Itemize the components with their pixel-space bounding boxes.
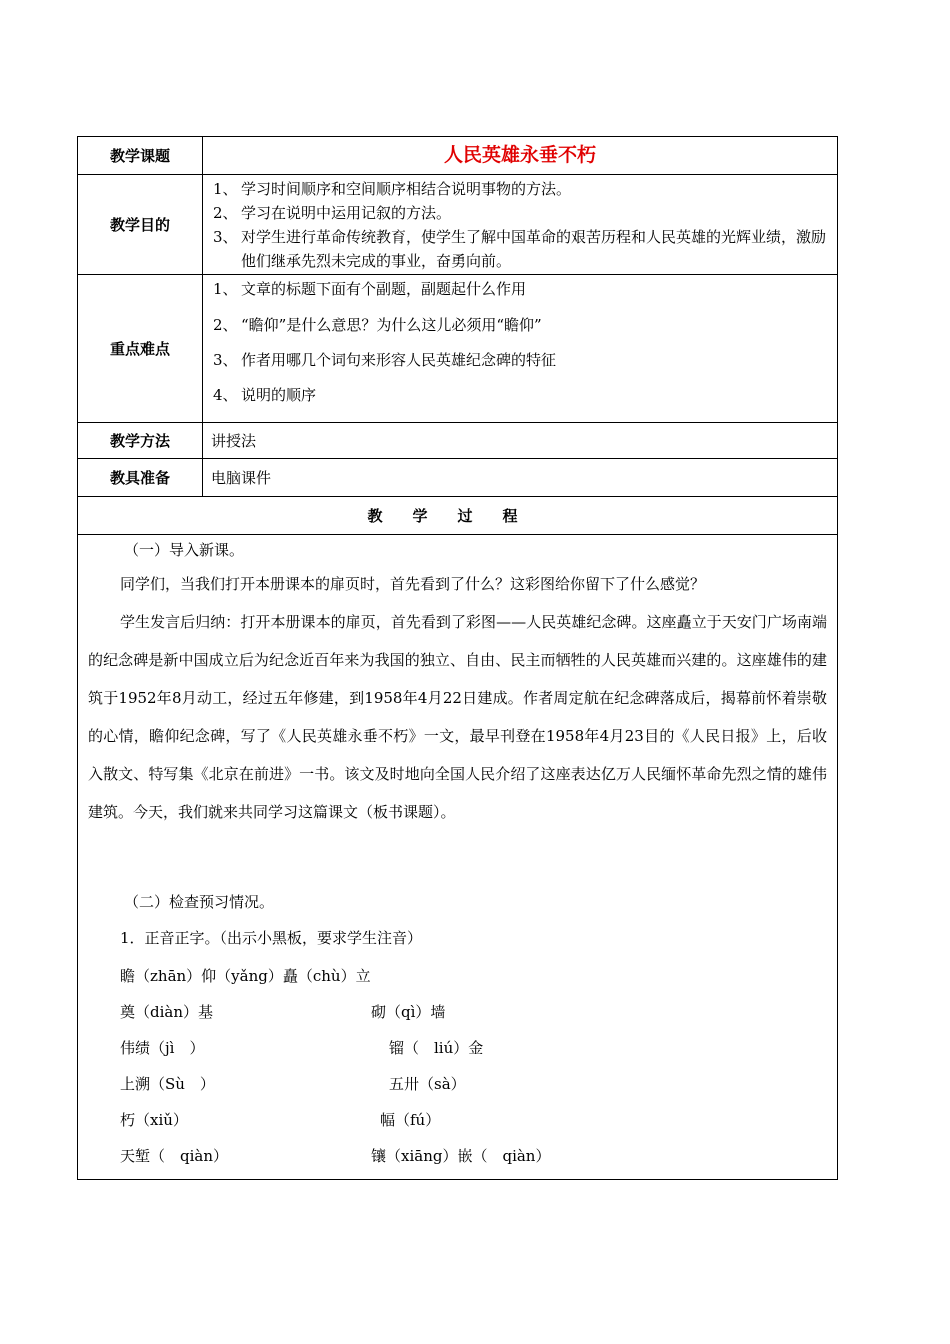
paragraph: 同学们，当我们打开本册课本的扉页时，首先看到了什么？这彩图给你留下了什么感觉？ (120, 575, 706, 593)
objectives-row (78, 175, 837, 275)
objective-item: 2、 学习在说明中运用记叙的方法。 (213, 204, 452, 222)
keypoint-item: 1、 文章的标题下面有个副题，副题起什么作用 (213, 280, 527, 298)
keypoint-item: 2、 “瞻仰”是什么意思？为什么这儿必须用“瞻仰” (213, 316, 542, 334)
pinyin-entry: 天堑（ qiàn） (120, 1147, 229, 1165)
lesson-title: 人民英雄永垂不朽 (443, 144, 596, 166)
lesson-plan-table (77, 136, 838, 1180)
pinyin-entry: 伟绩（jì ） (120, 1039, 205, 1057)
section-heading: （一）导入新课。 (124, 541, 245, 559)
pinyin-entry: 镏（ liú）金 (389, 1039, 484, 1057)
objective-item: 1、 学习时间顺序和空间顺序相结合说明事物的方法。 (213, 180, 572, 198)
tools-row (78, 459, 837, 497)
topic-row (78, 137, 837, 175)
pinyin-entry: 幅（fú） (380, 1111, 441, 1129)
pinyin-entry: 奠（diàn）基 (120, 1003, 214, 1021)
method-row (78, 423, 837, 459)
keypoint-item: 4、 说明的顺序 (213, 386, 317, 404)
pinyin-entry: 瞻（zhān）仰（yǎng）矗（chù）立 (120, 967, 371, 985)
method-value: 讲授法 (211, 432, 257, 450)
pinyin-entry: 上溯（Sù ） (120, 1075, 215, 1093)
list-item: 1．正音正字。（出示小黑板，要求学生注音） (120, 929, 423, 947)
pinyin-entry: 镶（xiāng）嵌（ qiàn） (371, 1147, 551, 1165)
tools-value: 电脑课件 (211, 469, 272, 487)
process-heading: 教学过程 (367, 507, 548, 525)
keypoints-row (78, 275, 837, 423)
objective-item: 3、 对学生进行革命传统教育，使学生了解中国革命的艰苦历程和人民英雄的光辉业绩，激励他们继承先烈未完成的事业，奋勇向前。 (213, 228, 827, 270)
keypoint-item: 3、 作者用哪几个词句来形容人民英雄纪念碑的特征 (213, 351, 557, 369)
objectives-label: 教学目的 (78, 175, 203, 274)
pinyin-entry: 砌（qì）墙 (371, 1003, 446, 1021)
process-heading-row (78, 497, 837, 535)
method-label: 教学方法 (78, 423, 203, 458)
section-heading: （二）检查预习情况。 (124, 893, 275, 911)
tools-label: 教具准备 (78, 459, 203, 496)
pinyin-entry: 五卅（sà） (389, 1075, 466, 1093)
keypoints-label: 重点难点 (78, 275, 203, 422)
pinyin-entry: 朽（xiǔ） (120, 1111, 188, 1129)
process-body (88, 535, 827, 1175)
paragraph: 学生发言后归纳：打开本册课本的扉页，首先看到了彩图——人民英雄纪念碑。这座矗立于天安门广场南端的纪念碑是新中国成立后为纪念近百年来为我国的独立、自由、民主而牺牲的人民英雄而兴建的。这座雄伟的建筑于1952年8月动工，经过五年修建，到1958年4月22日建成。作者周定航在纪念碑落成后，揭幕前怀着崇敬的心情，瞻仰纪念碑，写了《人民英雄永垂不朽》一文，最早刊登在1958年4月23目的《人民日报》上，后收入散文、特写集《北京在前进》一书。该文及时地向全国人民介绍了这座表达亿万人民缅怀革命先烈之情的雄伟建筑。今天，我们就来共同学习这篇课文（板书课题）。 (88, 613, 827, 821)
topic-label: 教学课题 (78, 137, 203, 174)
